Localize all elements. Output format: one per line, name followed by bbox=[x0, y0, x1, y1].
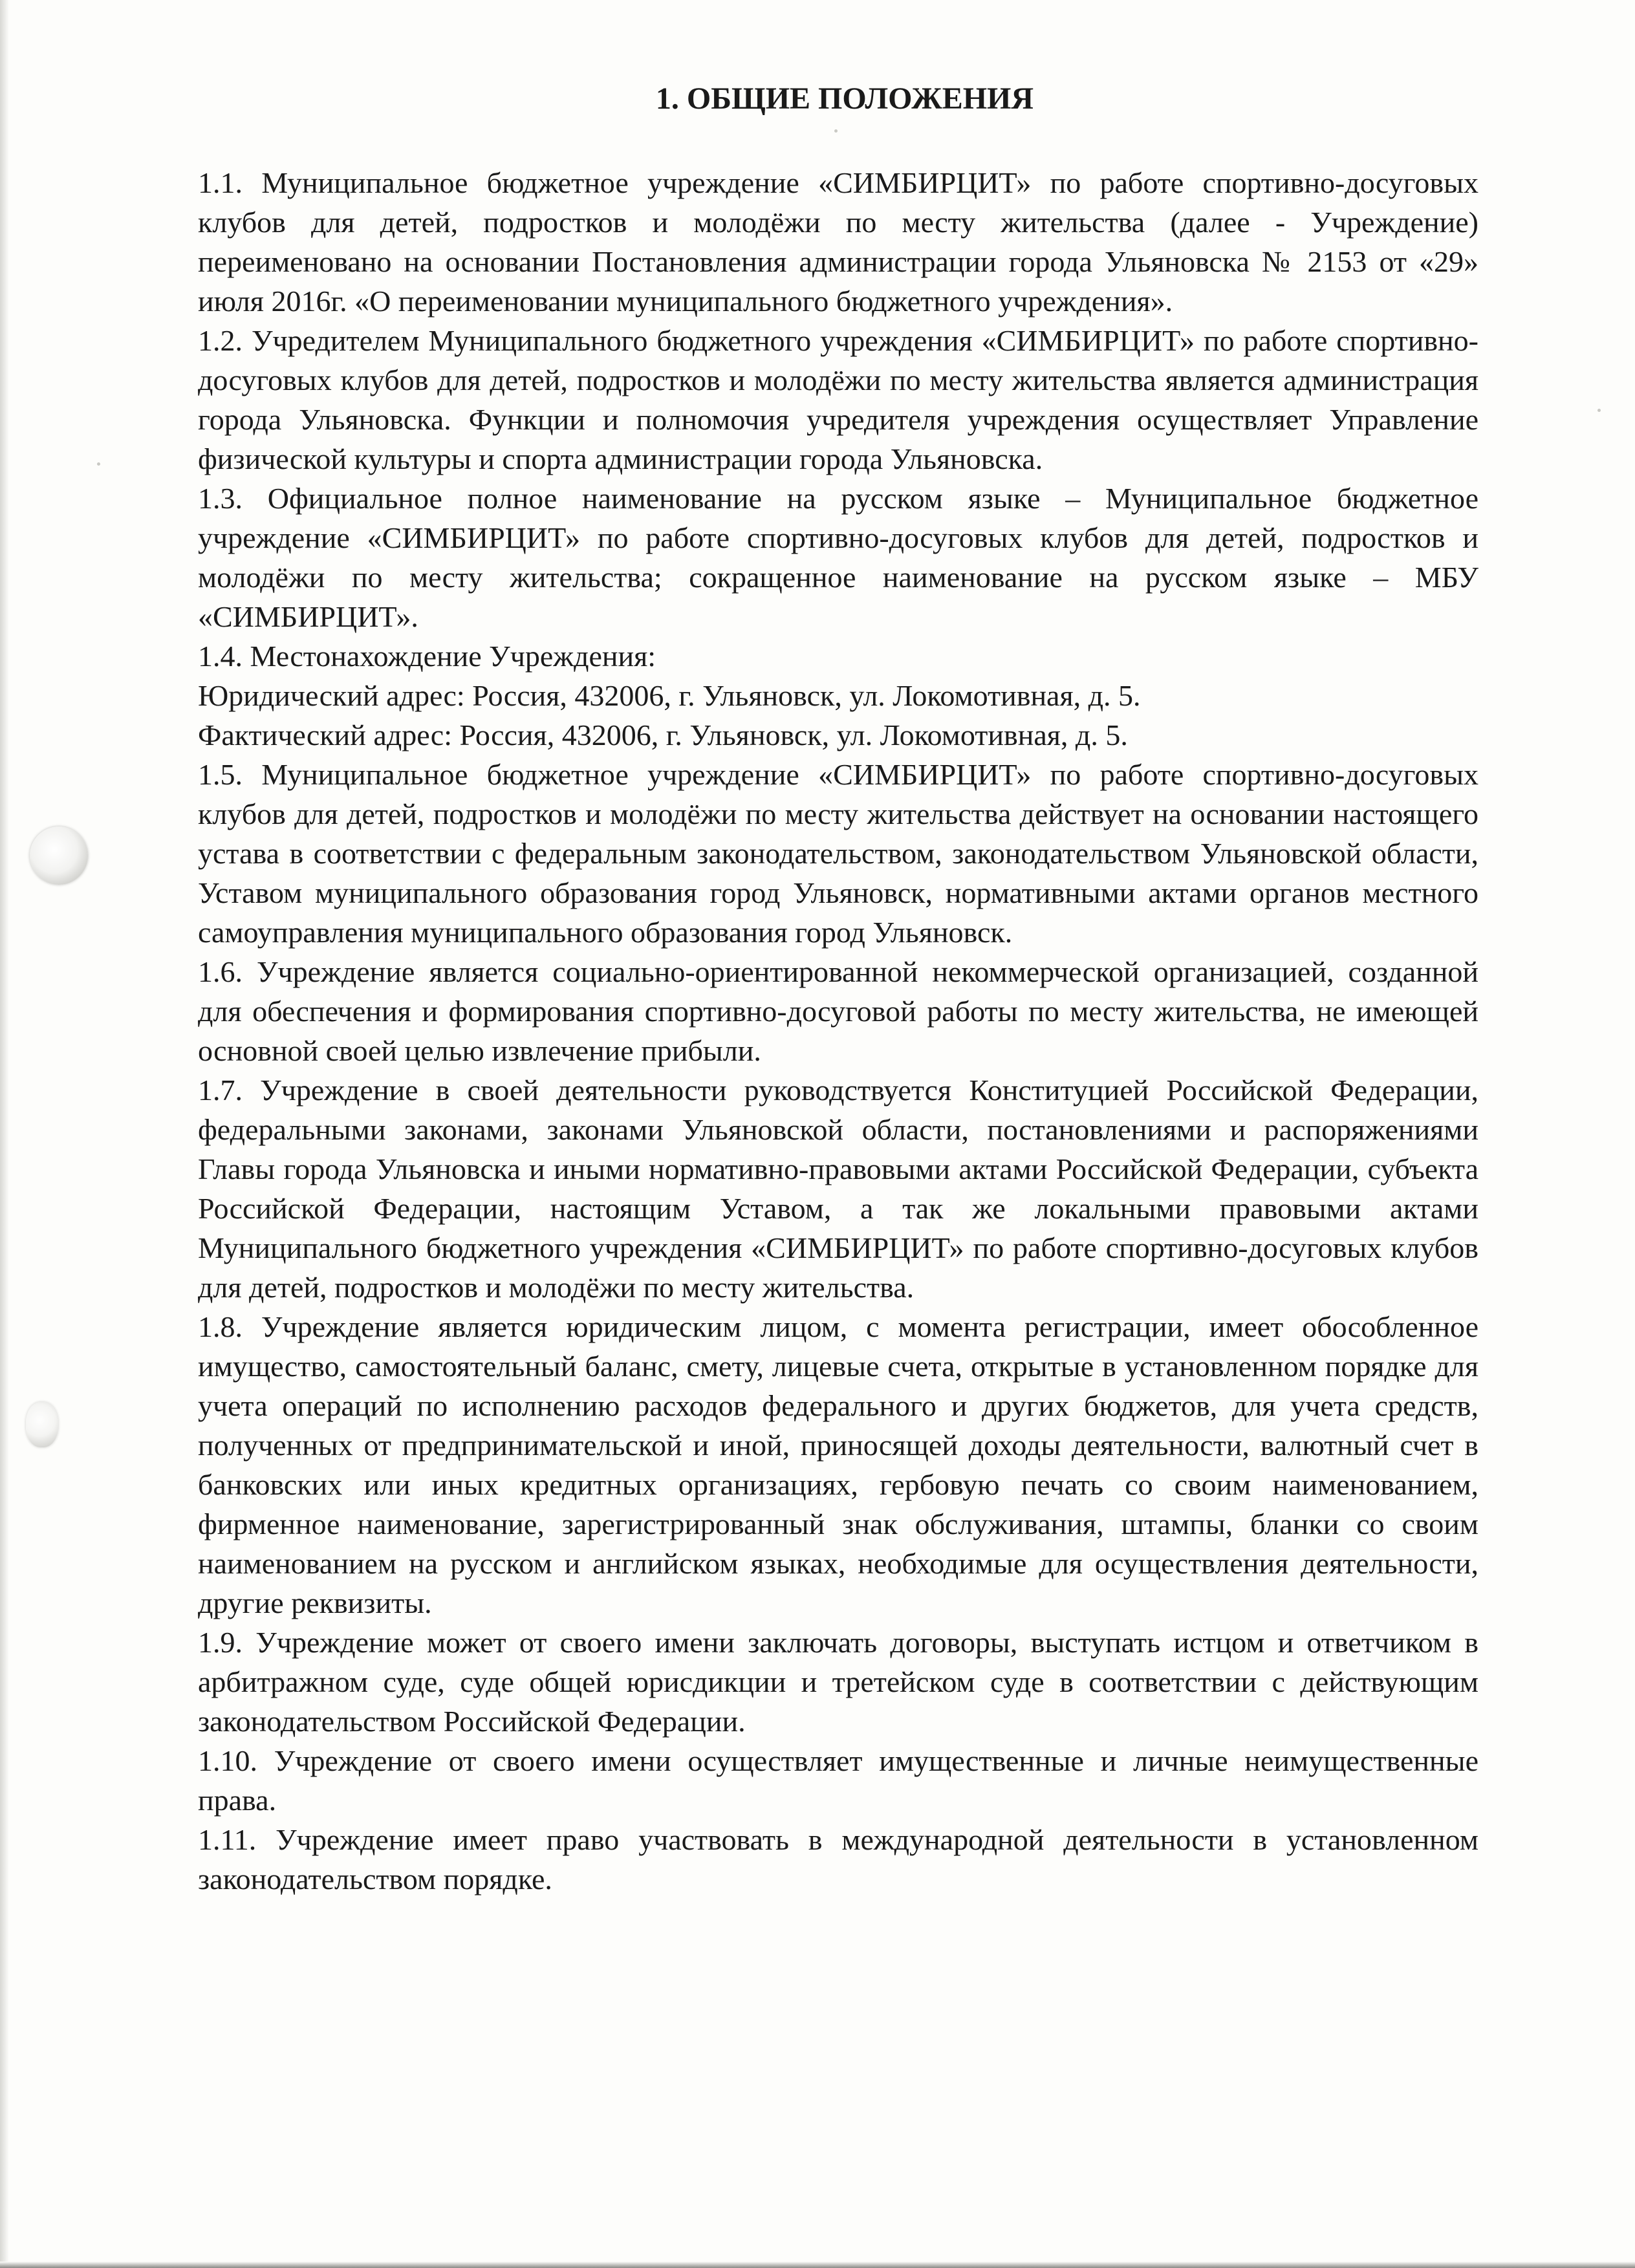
document-body bbox=[198, 76, 1478, 1899]
paragraph-1-9: 1.9. Учреждение может от своего имени заключать договоры, выступать истцом и ответчиком в арбитражном суде, суде общей юрисдикции и третейском суде в соответствии с действующим законодательством Российской Федерации. bbox=[198, 1626, 1478, 1738]
punch-hole-bottom bbox=[26, 1402, 58, 1447]
paragraph-1-8: 1.8. Учреждение является юридическим лицом, с момента регистрации, имеет обособленное имущество, самостоятельный баланс, смету, лицевые счета, открытые в установленном порядке для учета операций по исполнению расходов федерального и других бюджетов, для учета средств, полученных от предпринимательской и иной, приносящей доходы деятельности, валютный счет в банковских или иных кредитных организациях, гербовую печать со своим наименованием, фирменное наименование, зарегистрированный знак обслуживания, штампы, бланки со своим наименованием на русском и английском языках, необходимые для осуществления деятельности, другие реквизиты. bbox=[198, 1310, 1478, 1619]
scan-edge-left bbox=[0, 0, 9, 2268]
paragraph-1-3: 1.3. Официальное полное наименование на русском языке – Муниципальное бюджетное учреждение «СИМБИРЦИТ» по работе спортивно-досуговых клубов для детей, подростков и молодёжи по месту жительства; сокращенное наименование на русском языке – МБУ «СИМБИРЦИТ». bbox=[198, 482, 1478, 633]
paragraph-1-2: 1.2. Учредителем Муниципального бюджетного учреждения «СИМБИРЦИТ» по работе спортивно-досуговых клубов для детей, подростков и молодёжи по месту жительства является администрация города Ульяновска. Функции и полномочия учредителя учреждения осуществляет Управление физической культуры и спорта администрации города Ульяновска. bbox=[198, 324, 1478, 475]
punch-hole-top bbox=[30, 826, 88, 885]
paragraph-1-4: 1.4. Местонахождение Учреждения: bbox=[198, 640, 656, 673]
paragraph-1-1: 1.1. Муниципальное бюджетное учреждение «СИМБИРЦИТ» по работе спортивно-досуговых клубов для детей, подростков и молодёжи по месту жительства (далее - Учреждение) переименовано на основании Постановления администрации города Ульяновска № 2153 от «29» июля 2016г. «О переименовании муниципального бюджетного учреждения». bbox=[198, 166, 1478, 318]
paragraph-1-11: 1.11. Учреждение имеет право участвовать в международной деятельности в установленном законодательством порядке. bbox=[198, 1823, 1478, 1895]
scan-speck bbox=[1597, 409, 1601, 412]
legal-address: Юридический адрес: Россия, 432006, г. Ульяновск, ул. Локомотивная, д. 5. bbox=[198, 679, 1141, 712]
paragraph-1-5: 1.5. Муниципальное бюджетное учреждение «СИМБИРЦИТ» по работе спортивно-досуговых клубов для детей, подростков и молодёжи по месту жительства действует на основании настоящего устава в соответствии с федеральным законодательством, законодательством Ульяновской области, Уставом муниципального образования город Ульяновск, нормативными актами органов местного самоуправления муниципального образования город Ульяновск. bbox=[198, 758, 1478, 949]
scan-speck bbox=[97, 462, 100, 466]
paragraph-1-6: 1.6. Учреждение является социально-ориентированной некоммерческой организацией, созданной для обеспечения и формирования спортивно-досуговой работы по месту жительства, не имеющей основной своей целью извлечение прибыли. bbox=[198, 955, 1478, 1067]
actual-address: Фактический адрес: Россия, 432006, г. Ульяновск, ул. Локомотивная, д. 5. bbox=[198, 718, 1128, 751]
paragraph-1-10: 1.10. Учреждение от своего имени осуществляет имущественные и личные неимущественные права. bbox=[198, 1744, 1478, 1817]
scan-edge-bottom bbox=[0, 2262, 1635, 2268]
paragraph-1-7: 1.7. Учреждение в своей деятельности руководствуется Конституцией Российской Федерации, федеральными законами, законами Ульяновской области, постановлениями и распоряжениями Главы города Ульяновска и иными нормативно-правовыми актами Российской Федерации, субъекта Российской Федерации, настоящим Уставом, а так же локальными правовыми актами Муниципального бюджетного учреждения «СИМБИРЦИТ» по работе спортивно-досуговых клубов для детей, подростков и молодёжи по месту жительства. bbox=[198, 1074, 1478, 1304]
section-heading: 1. ОБЩИЕ ПОЛОЖЕНИЯ bbox=[655, 81, 1034, 116]
